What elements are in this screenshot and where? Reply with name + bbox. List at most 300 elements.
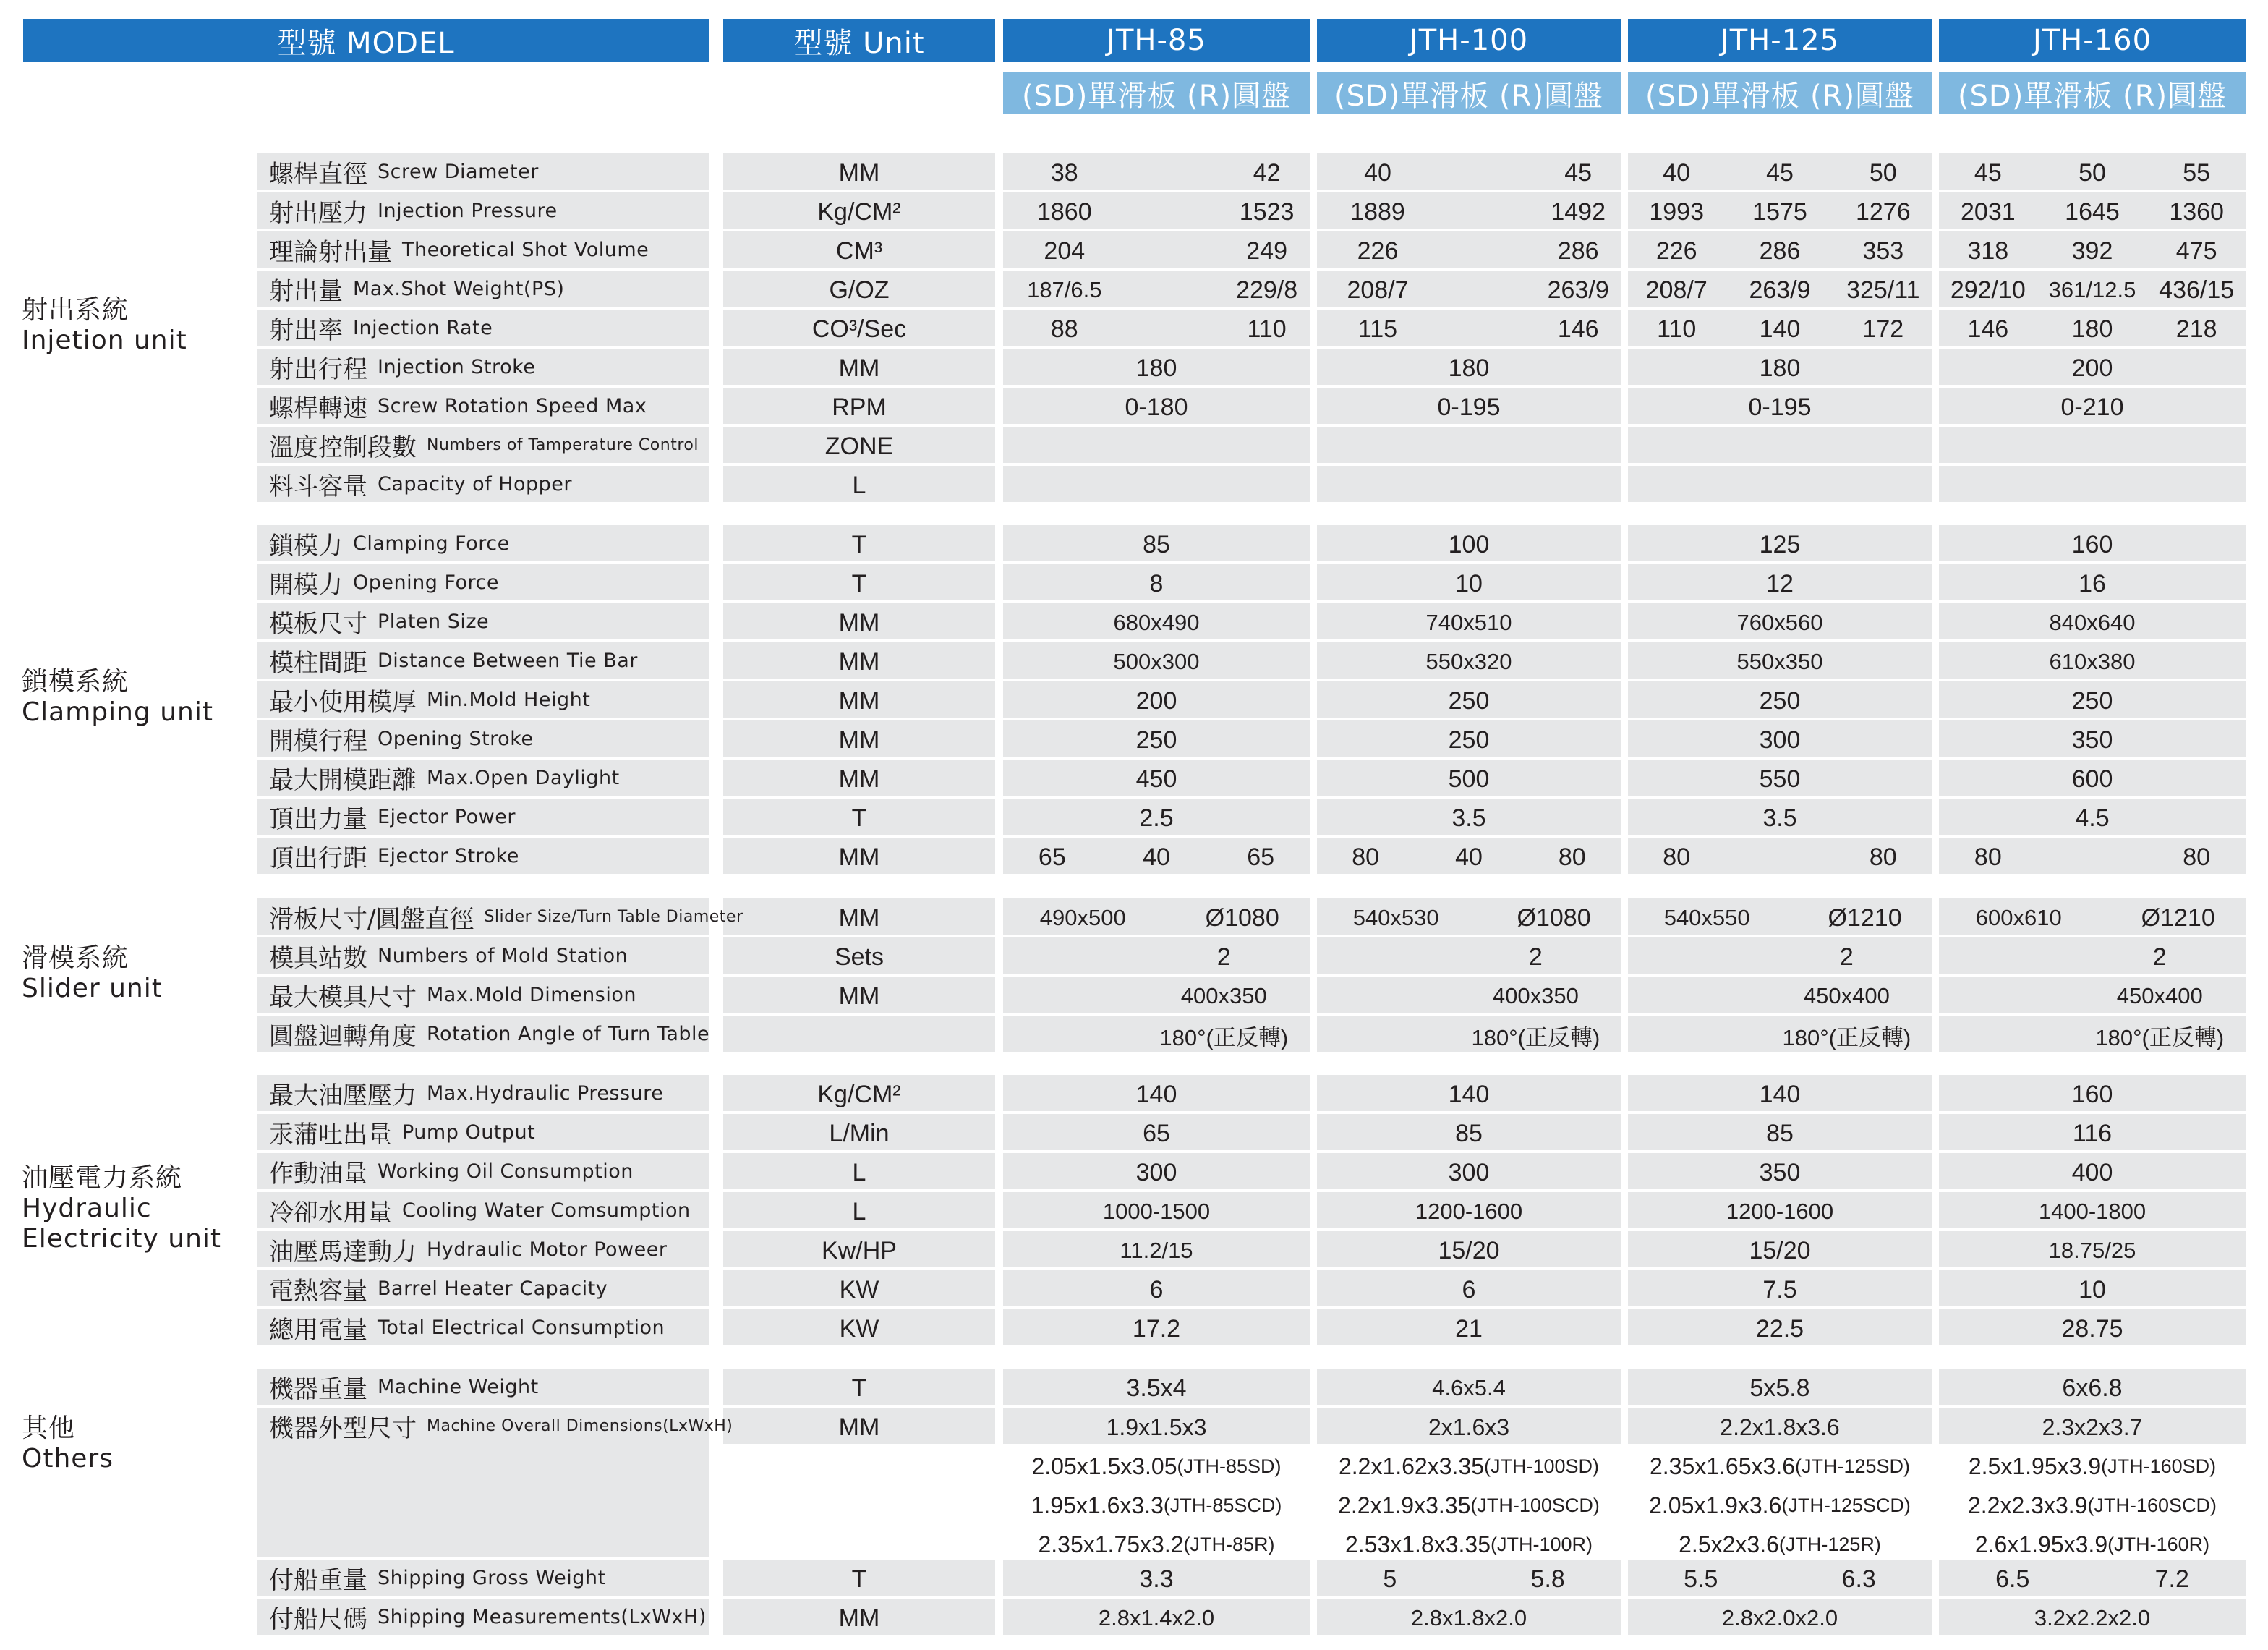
- spec-label-zh: 付船重量: [269, 1565, 367, 1595]
- spec-value: 40: [1364, 158, 1391, 187]
- spec-label: [269, 642, 638, 679]
- spec-label: [269, 1016, 709, 1052]
- spec-label-en: Numbers of Mold Station: [378, 944, 628, 967]
- spec-value: 1993: [1649, 197, 1704, 226]
- spec-label-en: Numbers of Tamperature Control: [427, 435, 699, 454]
- spec-unit: T: [851, 1374, 867, 1402]
- spec-label: [269, 1560, 606, 1596]
- spec-value: 500: [1448, 765, 1490, 793]
- spec-value: 2.5: [1139, 804, 1174, 832]
- spec-value: 1400-1800: [2038, 1199, 2146, 1224]
- spec-value: 6: [1462, 1275, 1476, 1304]
- row-value-shade: [1003, 427, 1310, 463]
- spec-value: 4.6x5.4: [1432, 1375, 1506, 1400]
- spec-row: [0, 1016, 2268, 1055]
- row-value-shade: [1628, 427, 1932, 463]
- spec-value: 80: [1869, 843, 1897, 871]
- spec-label: [269, 838, 519, 874]
- spec-value: 40: [1143, 843, 1170, 871]
- spec-unit: T: [851, 1565, 867, 1593]
- spec-value: 318: [1967, 237, 2009, 265]
- spec-label: [269, 1309, 665, 1345]
- spec-value: 16: [2079, 569, 2106, 598]
- spec-value: 2031: [1961, 197, 2016, 226]
- spec-unit: CM³: [835, 237, 883, 265]
- spec-value: 110: [1247, 315, 1287, 343]
- spec-value: 392: [2071, 237, 2113, 265]
- dimension-model-tag: (JTH-85R): [1183, 1533, 1275, 1555]
- spec-value: 5.5: [1684, 1565, 1718, 1593]
- dimension-model-tag: (JTH-125R): [1778, 1533, 1881, 1555]
- spec-value: 88: [1050, 315, 1078, 343]
- spec-label-zh: 頂出力量: [269, 804, 367, 834]
- spec-row: [0, 838, 2268, 877]
- spec-value: Ø1080: [1205, 903, 1279, 932]
- spec-label: [269, 1369, 539, 1405]
- model-subheader-jth-160: (SD)單滑板 (R)圓盤: [1939, 72, 2246, 114]
- dimension-line: [1002, 1525, 1311, 1564]
- dimension-value: 2.05x1.9x3.6: [1649, 1492, 1782, 1518]
- spec-value: 12: [1766, 569, 1794, 598]
- spec-value: 28.75: [2061, 1314, 2123, 1343]
- spec-label-zh: 滑板尺寸/圓盤直徑: [269, 904, 474, 934]
- dimension-model-tag: (JTH-100R): [1491, 1533, 1593, 1555]
- spec-value: 1645: [2065, 197, 2120, 226]
- row-value-shade: [1628, 466, 1932, 502]
- spec-label: [269, 1192, 691, 1228]
- spec-value: 140: [1759, 315, 1801, 343]
- spec-value: 85: [1455, 1119, 1483, 1147]
- dimension-line: [1937, 1486, 2247, 1525]
- spec-row: [0, 271, 2268, 310]
- spec-value: 146: [1557, 315, 1599, 343]
- spec-unit: RPM: [832, 393, 887, 421]
- spec-value: 7.5: [1762, 1275, 1797, 1304]
- spec-label-en: Shipping Measurements(LxWxH): [378, 1605, 707, 1628]
- spec-row: [0, 1560, 2268, 1599]
- row-value-shade: [1317, 427, 1621, 463]
- spec-unit: Sets: [834, 943, 884, 971]
- spec-value: 50: [1869, 158, 1897, 187]
- spec-label: [269, 1408, 733, 1444]
- spec-value: 10: [2079, 1275, 2106, 1304]
- spec-value: 116: [2072, 1119, 2113, 1147]
- spec-value: 45: [1766, 158, 1794, 187]
- model-subheader-jth-125: (SD)單滑板 (R)圓盤: [1628, 72, 1932, 114]
- spec-value: 226: [1357, 237, 1399, 265]
- dimension-value: 2.2x2.3x3.9: [1968, 1492, 2088, 1518]
- spec-row: [0, 192, 2268, 231]
- spec-unit: G/OZ: [829, 276, 890, 304]
- unit-header: 型號 Unit: [723, 19, 995, 62]
- spec-label: [269, 1231, 667, 1267]
- spec-value: 5x5.8: [1749, 1374, 1810, 1402]
- spec-value: 600: [2071, 765, 2113, 793]
- dimension-model-tag: (JTH-160SD): [2101, 1455, 2217, 1477]
- spec-value: 65: [1143, 1119, 1170, 1147]
- spec-label: [269, 153, 539, 190]
- dimension-value: 2.5x1.95x3.9: [1968, 1453, 2102, 1479]
- spec-value: 760x560: [1736, 610, 1823, 635]
- spec-label: [269, 603, 489, 639]
- spec-label-zh: 頂出行距: [269, 843, 367, 873]
- spec-value: 6.5: [1995, 1565, 2030, 1593]
- spec-value: 300: [1759, 726, 1801, 754]
- dimension-value: 2.53x1.8x3.35: [1344, 1531, 1491, 1557]
- spec-label-zh: 射出行程: [269, 354, 367, 384]
- spec-label-zh: 模柱間距: [269, 648, 367, 678]
- spec-row: [0, 898, 2268, 937]
- dimension-value: 1.9x1.5x3: [1106, 1413, 1207, 1440]
- spec-row: [0, 977, 2268, 1016]
- spec-value: 361/12.5: [2048, 277, 2136, 302]
- spec-value: 50: [2079, 158, 2106, 187]
- spec-value: 450x400: [2116, 983, 2203, 1008]
- dimension-value: 2.6x1.95x3.9: [1974, 1531, 2108, 1557]
- spec-label-zh: 最大油壓壓力: [269, 1081, 417, 1110]
- spec-label: [269, 681, 590, 718]
- spec-label-en: Theoretical Shot Volume: [402, 238, 649, 261]
- spec-label-en: Platen Size: [378, 610, 490, 633]
- row-value-shade: [1939, 427, 2246, 463]
- spec-value: 38: [1050, 158, 1078, 187]
- spec-value: 0-195: [1437, 393, 1501, 421]
- spec-label-en: Pump Output: [402, 1120, 536, 1144]
- dimension-value: 2.3x2x3.7: [2042, 1413, 2143, 1440]
- spec-label-zh: 開模行程: [269, 726, 367, 756]
- spec-label: [269, 525, 510, 561]
- spec-value: 180°(正反轉): [1471, 1024, 1600, 1050]
- spec-value: 450x400: [1803, 983, 1890, 1008]
- spec-value: 610x380: [2049, 649, 2136, 674]
- spec-unit: MM: [838, 765, 880, 793]
- spec-label-en: Clamping Force: [353, 532, 510, 555]
- spec-label-zh: 機器外型尺寸: [269, 1413, 417, 1443]
- spec-value: 15/20: [1749, 1236, 1811, 1264]
- spec-label-zh: 油壓馬達動力: [269, 1237, 417, 1267]
- spec-value: 125: [1759, 530, 1801, 558]
- spec-value: 140: [1448, 1080, 1490, 1108]
- dimension-line: [1314, 1408, 1624, 1447]
- spec-label: [269, 388, 647, 424]
- spec-value: 353: [1862, 237, 1904, 265]
- spec-value: 15/20: [1438, 1236, 1500, 1264]
- spec-label-zh: 鎖模力: [269, 531, 343, 561]
- spec-value: 1575: [1752, 197, 1807, 226]
- spec-label-en: Hydraulic Motor Poweer: [427, 1238, 668, 1261]
- spec-value: 110: [1657, 315, 1697, 343]
- dimension-list: [1314, 1408, 1624, 1564]
- spec-row: [0, 388, 2268, 427]
- spec-value: 250: [1448, 686, 1490, 715]
- spec-row: [0, 1153, 2268, 1192]
- spec-value: 292/10: [1950, 276, 2026, 304]
- spec-value: 3.3: [1139, 1565, 1174, 1593]
- row-value-shade: [1939, 466, 2246, 502]
- spec-value: 85: [1766, 1119, 1794, 1147]
- spec-value: 172: [1862, 315, 1904, 343]
- dimension-value: 2.2x1.62x3.35: [1338, 1453, 1484, 1479]
- spec-value: 250: [2071, 686, 2113, 715]
- model-column-header-jth-100: JTH-100: [1317, 19, 1621, 62]
- spec-label: [269, 427, 699, 463]
- dimension-line: [1937, 1447, 2247, 1486]
- spec-value: 3.2x2.2x2.0: [2034, 1605, 2151, 1630]
- spec-row: [0, 1231, 2268, 1270]
- spec-value: 250: [1448, 726, 1490, 754]
- spec-value: 100: [1448, 530, 1490, 558]
- dimension-model-tag: (JTH-160SCD): [2087, 1494, 2217, 1516]
- dimension-line: [1625, 1486, 1935, 1525]
- spec-value: 2.8x1.4x2.0: [1098, 1605, 1215, 1630]
- spec-row: [0, 642, 2268, 681]
- dimension-value: 2x1.6x3: [1428, 1413, 1510, 1440]
- spec-label-en: Rotation Angle of Turn Table: [427, 1022, 710, 1045]
- spec-label-en: Machine Weight: [378, 1375, 539, 1398]
- spec-value: 187/6.5: [1027, 277, 1102, 302]
- spec-label-zh: 最小使用模厚: [269, 687, 417, 717]
- spec-label-en: Machine Overall Dimensions(LxWxH): [427, 1416, 733, 1435]
- spec-value: 300: [1448, 1158, 1490, 1186]
- group-title-zh: 油壓電力系統: [22, 1163, 183, 1193]
- spec-label-en: Max.Open Daylight: [427, 766, 620, 789]
- group-title-en: Electricity unit: [22, 1224, 222, 1254]
- spec-value: 200: [2071, 354, 2113, 382]
- spec-unit: L: [852, 471, 866, 499]
- spec-unit: Kg/CM²: [817, 1080, 901, 1108]
- spec-row: [0, 1408, 2268, 1560]
- spec-row: [0, 525, 2268, 564]
- dimension-value: 2.05x1.5x3.05: [1031, 1453, 1177, 1479]
- spec-value: 249: [1246, 237, 1287, 265]
- spec-value: 680x490: [1113, 610, 1200, 635]
- spec-value: 6x6.8: [2062, 1374, 2123, 1402]
- dimension-line: [1002, 1486, 1311, 1525]
- spec-value: 2.8x1.8x2.0: [1410, 1605, 1527, 1630]
- dimension-model-tag: (JTH-160R): [2107, 1533, 2210, 1555]
- spec-label-en: Working Oil Consumption: [378, 1160, 634, 1183]
- model-column-header-jth-125: JTH-125: [1628, 19, 1932, 62]
- spec-label-zh: 料斗容量: [269, 472, 367, 501]
- spec-value: 40: [1663, 158, 1691, 187]
- spec-label: [269, 349, 535, 385]
- spec-value: 18.75/25: [2048, 1238, 2136, 1263]
- spec-label-en: Max.Hydraulic Pressure: [427, 1081, 664, 1105]
- spec-label-zh: 作動油量: [269, 1159, 367, 1188]
- spec-label-en: Screw Diameter: [378, 160, 539, 183]
- spec-label-en: Shipping Gross Weight: [378, 1566, 606, 1589]
- dimension-value: 2.35x1.65x3.6: [1649, 1453, 1795, 1479]
- spec-value: 180: [1135, 354, 1177, 382]
- spec-value: 146: [1967, 315, 2009, 343]
- spec-value: 0-210: [2060, 393, 2124, 421]
- spec-label-zh: 螺桿轉速: [269, 394, 367, 423]
- spec-label: [269, 898, 743, 935]
- dimension-line: [1625, 1447, 1935, 1486]
- spec-value: 450: [1135, 765, 1177, 793]
- spec-value: Ø1210: [1828, 903, 1902, 932]
- spec-value: 80: [2183, 843, 2211, 871]
- spec-value: 1523: [1239, 197, 1295, 226]
- spec-row: [0, 1192, 2268, 1231]
- spec-label: [269, 720, 534, 757]
- spec-value: 140: [1759, 1080, 1801, 1108]
- group-title-en: Others: [22, 1444, 114, 1473]
- dimension-value: 2.5x2x3.6: [1679, 1531, 1779, 1557]
- spec-value: 208/7: [1347, 276, 1409, 304]
- spec-label-zh: 開模力: [269, 570, 343, 600]
- spec-unit: Kg/CM²: [817, 197, 901, 226]
- spec-label: [269, 1153, 634, 1189]
- dimension-value: 1.95x1.6x3.3: [1031, 1492, 1164, 1518]
- dimension-line: [1625, 1408, 1935, 1447]
- spec-value: 204: [1044, 237, 1086, 265]
- spec-value: 180°(正反轉): [1782, 1024, 1911, 1050]
- spec-unit: MM: [838, 843, 880, 871]
- spec-row: [0, 310, 2268, 349]
- spec-value: 1860: [1036, 197, 1092, 226]
- row-value-shade: [1003, 466, 1310, 502]
- spec-value: 250: [1135, 726, 1177, 754]
- spec-value: 180°(正反轉): [1159, 1024, 1289, 1050]
- spec-unit: L: [852, 1197, 866, 1225]
- spec-value: 1889: [1350, 197, 1405, 226]
- spec-label-zh: 射出壓力: [269, 198, 367, 228]
- spec-label-en: Injection Stroke: [378, 355, 536, 378]
- spec-value: 400x350: [1180, 983, 1267, 1008]
- dimension-value: 2.2x1.9x3.35: [1338, 1492, 1471, 1518]
- spec-label-en: Distance Between Tie Bar: [378, 649, 638, 672]
- spec-row: [0, 231, 2268, 271]
- spec-value: 540x530: [1352, 905, 1439, 930]
- row-value-shade: [1317, 466, 1621, 502]
- spec-value: 2: [1839, 943, 1854, 971]
- spec-row: [0, 427, 2268, 466]
- spec-label-en: Total Electrical Consumption: [378, 1316, 665, 1339]
- spec-value: 540x550: [1663, 905, 1750, 930]
- spec-value: 6: [1149, 1275, 1164, 1304]
- spec-unit: T: [851, 804, 867, 832]
- dimension-line: [1002, 1447, 1311, 1486]
- group-title-en: Slider unit: [22, 974, 163, 1003]
- spec-value: 3.5: [1451, 804, 1486, 832]
- spec-value: 250: [1759, 686, 1801, 715]
- spec-row: [0, 720, 2268, 760]
- spec-row: [0, 799, 2268, 838]
- spec-label-zh: 模板尺寸: [269, 609, 367, 639]
- spec-value: Ø1210: [2141, 903, 2215, 932]
- spec-label-zh: 總用電量: [269, 1315, 367, 1345]
- spec-value: 500x300: [1113, 649, 1200, 674]
- spec-row: [0, 564, 2268, 603]
- spec-value: 65: [1247, 843, 1275, 871]
- spec-label-zh: 付船尺碼: [269, 1604, 367, 1634]
- spec-label-zh: 螺桿直徑: [269, 159, 367, 189]
- spec-label-en: Cooling Water Comsumption: [402, 1199, 691, 1222]
- spec-label-en: Capacity of Hopper: [378, 472, 572, 496]
- spec-label-zh: 機器重量: [269, 1374, 367, 1404]
- spec-value: 600x610: [1975, 905, 2062, 930]
- spec-value: 300: [1135, 1158, 1177, 1186]
- spec-label-en: Barrel Heater Capacity: [378, 1277, 608, 1300]
- spec-label-zh: 模具站數: [269, 943, 367, 973]
- model-subheader-jth-85: (SD)單滑板 (R)圓盤: [1003, 72, 1310, 114]
- spec-label: [269, 1599, 707, 1635]
- spec-value: 263/9: [1547, 276, 1609, 304]
- spec-value: 1276: [1855, 197, 1911, 226]
- spec-unit: MM: [838, 608, 880, 637]
- spec-value: 80: [1352, 843, 1380, 871]
- spec-label: [269, 466, 572, 502]
- spec-value: 160: [2071, 530, 2113, 558]
- dimension-model-tag: (JTH-85SD): [1177, 1455, 1282, 1477]
- spec-label-en: Min.Mold Height: [427, 688, 591, 711]
- dimension-line: [1625, 1525, 1935, 1564]
- dimension-list: [1002, 1408, 1311, 1564]
- spec-label-en: Max.Shot Weight(PS): [353, 277, 565, 300]
- model-column-header-jth-85: JTH-85: [1003, 19, 1310, 62]
- spec-value: 840x640: [2049, 610, 2136, 635]
- spec-value: 325/11: [1846, 276, 1920, 304]
- spec-unit: MM: [838, 686, 880, 715]
- spec-value: 0-195: [1748, 393, 1812, 421]
- group-title-zh: 鎖模系統: [22, 667, 129, 697]
- spec-value: 65: [1038, 843, 1066, 871]
- spec-value: 740x510: [1425, 610, 1512, 635]
- spec-unit: MM: [838, 1604, 880, 1632]
- spec-row: [0, 466, 2268, 505]
- model-column-header-jth-160: JTH-160: [1939, 19, 2246, 62]
- spec-value: 2.8x2.0x2.0: [1721, 1605, 1838, 1630]
- spec-label: [269, 271, 564, 307]
- spec-value: 5: [1383, 1565, 1397, 1593]
- dimension-line: [1002, 1408, 1311, 1447]
- spec-label-zh: 圓盤迴轉角度: [269, 1021, 417, 1051]
- spec-value: 3.5: [1762, 804, 1797, 832]
- spec-label-zh: 最大開模距離: [269, 765, 417, 795]
- spec-label-zh: 溫度控制段數: [269, 433, 417, 462]
- spec-unit: MM: [838, 903, 880, 932]
- spec-row: [0, 1599, 2268, 1638]
- spec-unit: MM: [838, 1413, 880, 1441]
- spec-value: 436/15: [2159, 276, 2235, 304]
- spec-unit: KW: [839, 1314, 879, 1343]
- spec-value: 2: [1216, 943, 1231, 971]
- spec-value: 180°(正反轉): [2095, 1024, 2225, 1050]
- spec-label: [269, 937, 628, 974]
- dimension-model-tag: (JTH-125SD): [1795, 1455, 1911, 1477]
- spec-label-zh: 電熱容量: [269, 1276, 367, 1306]
- spec-row: [0, 153, 2268, 192]
- dimension-model-tag: (JTH-100SCD): [1470, 1494, 1600, 1516]
- spec-label-en: Ejector Power: [378, 805, 516, 828]
- spec-value: 21: [1455, 1314, 1483, 1343]
- spec-value: 229/8: [1236, 276, 1298, 304]
- spec-value: 286: [1759, 237, 1801, 265]
- spec-value: 45: [1974, 158, 2002, 187]
- spec-value: 17.2: [1132, 1314, 1181, 1343]
- spec-unit: L/Min: [829, 1119, 890, 1147]
- group-title-zh: 滑模系統: [22, 943, 129, 973]
- spec-row: [0, 1369, 2268, 1408]
- spec-unit: MM: [838, 982, 880, 1010]
- spec-label-en: Screw Rotation Speed Max: [378, 394, 647, 417]
- spec-value: 11.2/15: [1120, 1238, 1193, 1263]
- spec-unit: MM: [838, 354, 880, 382]
- spec-value: 180: [1448, 354, 1490, 382]
- spec-value: 160: [2071, 1080, 2113, 1108]
- group-title-en: Hydraulic: [22, 1194, 152, 1223]
